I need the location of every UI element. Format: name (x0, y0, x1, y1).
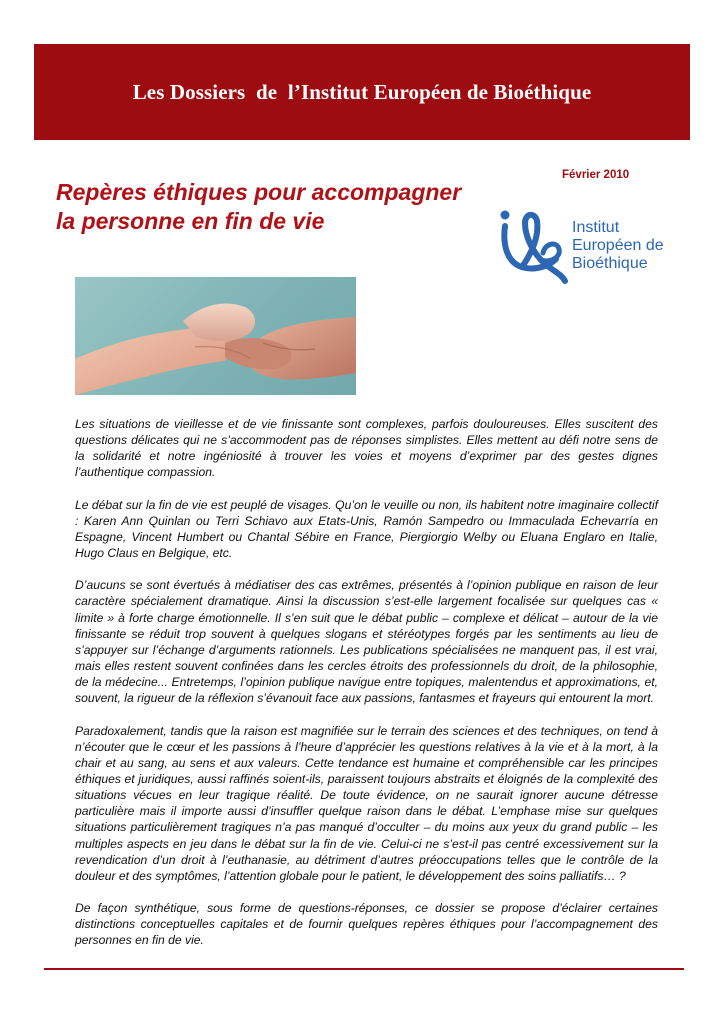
publication-date: Février 2010 (562, 169, 630, 181)
paragraph: Les situations de vieillesse et de vie finissante sont complexes, parfois douloureuses. Elles suscitent des questions délicates qui ne s’accommodent pas de réponses simplistes. Elles mettent au défi notre sens de la solidarité et notre ingéniosité à trouver les voies et moyens d’exprimer par des gestes dignes l’authentique compassion. (75, 417, 658, 480)
paragraph: De façon synthétique, sous forme de questions-réponses, ce dossier se propose d’éclairer certaines distinctions conceptuelles capitales et de fournir quelques repères éthiques pour l’accompagnement des personnes en fin de vie. (75, 901, 658, 948)
footer-divider (44, 968, 684, 970)
paragraph: Paradoxalement, tandis que la raison est magnifiée sur le terrain des sciences et des techniques, on tend à n’écouter que le cœur et les passions à l’heure d’apprécier les questions relatives à la vie et à la mort, à la chair et au sang, au sens et aux valeurs. Cette tendance est humaine et compréhensible car les principes éthiques et juridiques, aussi raffinés soient-ils, paraissent toujours abstraits et éloignés de la complexité des situations vécues en leur tragique réalité. De toute évidence, on ne saurait ignorer aucune détresse particulière mais il importe aussi d’insuffler quelque raison dans le débat. L’emphase mise sur quelques situations particulièrement tragiques n’a pas manqué d’occulter – du moins aux yeux du grand public – les multiples aspects en jeu dans le débat sur la fin de vie. Celui-ci ne s’est-il pas centré excessivement sur la revendication d’un droit à l’euthanasie, au détriment d’autres préoccupations telles que le contrôle de la douleur et des symptômes, l’attention globale pour le patient, le développement des soins palliatifs… ? (75, 723, 658, 883)
logo-line-3: Bioéthique (572, 255, 648, 272)
paragraph: Le débat sur la fin de vie est peuplé de visages. Qu’on le veuille ou non, ils habitent notre imaginaire collectif : Karen Ann Quinlan ou Terri Schiavo aux Etats-Unis, Ramón Sampedro ou Immaculada Echevarría en Espagne, Vincent Humbert ou Chantal Sébire en France, Piergiorgio Welby ou Eluana Englaro en Italie, Hugo Claus en Belgique, etc. (75, 497, 658, 561)
logo-line-1: Institut (572, 219, 620, 236)
page-title (56, 178, 476, 236)
page-title-line-2: la personne en fin de vie (56, 208, 325, 234)
ieb-logo-text (572, 219, 664, 273)
paragraph: D’aucuns se sont évertués à médiatiser des cas extrêmes, présentés à l’opinion publique en raison de leur caractère spécialement dramatique. Ainsi la discussion s’est-elle largement focalisée sur quelques cas « limite » à forte charge émotionnelle. Il s’en suit que le débat public – complexe et délicat – autour de la vie finissante se réduit trop souvent à quelques slogans et stéréotypes forgés par les sentiments au lieu de s’appuyer sur l’échange d’arguments rationnels. Les publications spécialisées ne manquent pas, il est vrai, mais elles restent souvent confinées dans les cercles étroits des professionnels du droit, de la philosophie, de la médecine... Entretemps, l’opinion publique navigue entre topiques, malentendus et approximations, et, souvent, la rigueur de la réflexion s’évanouit face aux passions, fantasmes et frayeurs qui entourent la mort. (75, 578, 658, 706)
holding-hands-photo (75, 277, 356, 395)
article-body (75, 416, 658, 965)
logo-line-2: Européen de (572, 237, 664, 254)
page-title-line-1: Repères éthiques pour accompagner (56, 179, 462, 205)
holding-hands-illustration (75, 277, 356, 395)
header-title: Les Dossiers de l’Institut Européen de Bioéthique (132, 79, 592, 104)
header-banner (34, 44, 690, 140)
